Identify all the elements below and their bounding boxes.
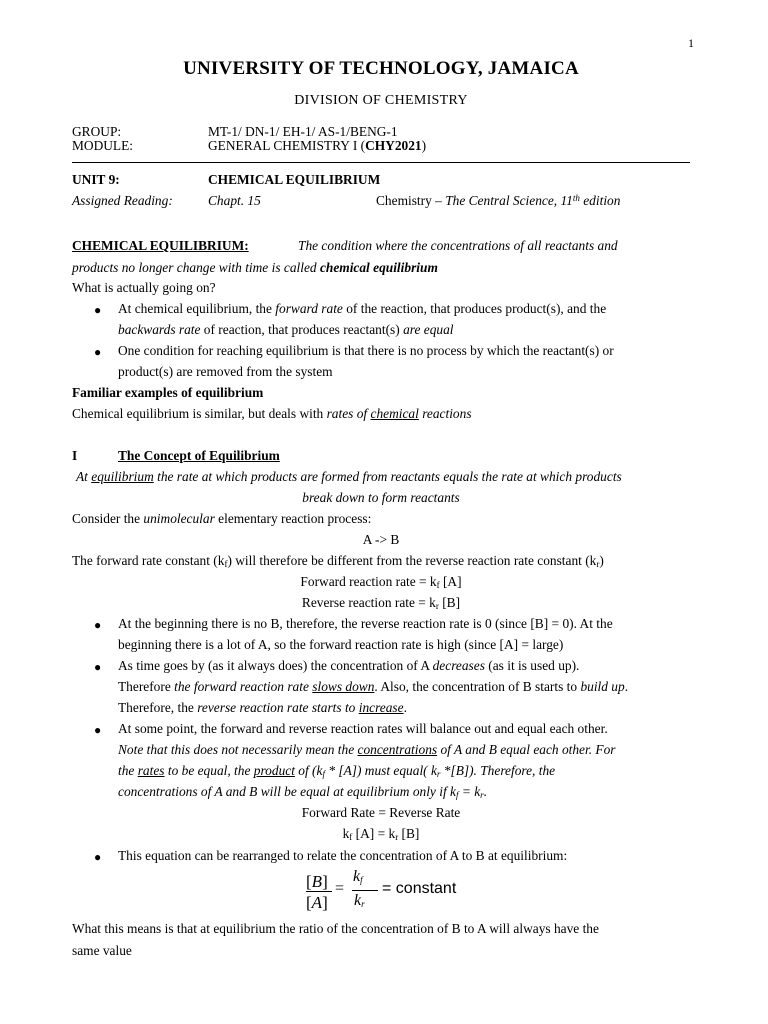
section-numeral: I (72, 448, 78, 463)
definition-line-2: products no longer change with time is called chemical equilibrium (72, 260, 438, 275)
k-equality: $k_f$ $[A] = k_r$ [B] (342, 826, 420, 842)
module-code: CHY2021 (365, 138, 422, 153)
equilibrium-fraction (306, 868, 466, 916)
unit-title: CHEMICAL EQUILIBRIUM (208, 172, 381, 187)
definition-line-1 (72, 238, 249, 254)
frac-bar-left (306, 891, 332, 892)
point-3-line-4: concentrations of A and B will be equal at equilibrium only if $k_f = k_r$. (118, 784, 488, 800)
frac-constant: = constant (382, 880, 457, 897)
point-3-line-2: Note that this does not necessarily mean the concentrations of A and B equal each other. For (118, 742, 616, 757)
unit-label: UNIT 9: (72, 172, 120, 187)
forward-rate-equation: Forward reaction rate = $k_f$ [A] (300, 574, 462, 590)
frac-kr: $k_r$ (354, 892, 365, 909)
frac-numerator: [B] (306, 872, 328, 891)
reverse-rate-equation: Reverse reaction rate = $k_r$ [B] (301, 595, 461, 611)
equilibrium-line-2: break down to form reactants (302, 490, 460, 505)
bullet-2-line-1: One condition for reaching equilibrium is that there is no process by which the reactant(s) or (118, 343, 614, 358)
bullet-icon: ● (94, 850, 102, 864)
division-title: DIVISION OF CHEMISTRY (294, 93, 468, 108)
bullet-icon: ● (94, 660, 102, 674)
group-value: MT-1/ DN-1/ EH-1/ AS-1/BENG-1 (208, 124, 398, 139)
similar-line: Chemical equilibrium is similar, but deals with rates of chemical reactions (72, 406, 472, 421)
definition-term: CHEMICAL EQUILIBRIUM: (72, 238, 249, 253)
group-label: GROUP: (72, 124, 122, 139)
point-3-line-1: At some point, the forward and reverse reaction rates will balance out and equal each other. (118, 721, 608, 736)
point-2-line-3: Therefore, the reverse reaction rate starts to increase. (118, 700, 407, 715)
meaning-line-1: What this means is that at equilibrium the ratio of the concentration of B to A will always have the (72, 921, 599, 936)
definition-text: The condition where the concentrations of all reactants and (298, 238, 618, 253)
bullet-2-line-2: product(s) are removed from the system (118, 364, 333, 379)
rate-constant-line: The forward rate constant $(k_f)$ will therefore be different from the reverse reaction rate constant $(k_r)$ (72, 553, 604, 569)
reading-label: Assigned Reading: (72, 193, 173, 208)
bullet-1-line-2: backwards rate of reaction, that produces reactant(s) are equal (118, 322, 454, 337)
equilibrium-line-1: At equilibrium the rate at which products are formed from reactants equals the rate at which products (76, 469, 622, 484)
question-line: What is actually going on? (72, 280, 216, 295)
bullet-icon: ● (94, 618, 102, 632)
frac-kf: $k_f$ (353, 868, 363, 885)
module-value: GENERAL CHEMISTRY I (CHY2021) (208, 138, 427, 153)
university-title: UNIVERSITY OF TECHNOLOGY, JAMAICA (183, 58, 579, 79)
header-divider (72, 162, 690, 163)
meaning-line-2: same value (72, 943, 132, 958)
point-2-line-2: Therefore the forward reaction rate slows down. Also, the concentration of B starts to build up. (118, 679, 629, 694)
frac-denominator: [A] (306, 893, 328, 912)
reading-chapter: Chapt. 15 (208, 193, 261, 208)
consider-line: Consider the unimolecular elementary reaction process: (72, 511, 372, 526)
page-number: 1 (688, 36, 694, 50)
rate-equality: Forward Rate = Reverse Rate (301, 805, 461, 820)
bullet-icon: ● (94, 723, 102, 737)
point-1-line-2: beginning there is a lot of A, so the forward reaction rate is high (since [A] = large) (118, 637, 564, 652)
bullet-icon: ● (94, 303, 102, 317)
section-heading: The Concept of Equilibrium (118, 448, 280, 463)
frac-equals: = (335, 880, 345, 897)
bullet-1-line-1: At chemical equilibrium, the forward rate of the reaction, that produces product(s), and the (118, 301, 607, 316)
frac-bar-right (352, 890, 378, 891)
point-1-line-1: At the beginning there is no B, therefore, the reverse reaction rate is 0 (since [B] = 0). At the (118, 616, 613, 631)
point-4-line: This equation can be rearranged to relate the concentration of A to B at equilibrium: (118, 848, 568, 863)
point-2-line-1: As time goes by (as it always does) the concentration of A decreases (as it is used up). (118, 658, 580, 673)
reading-book: Chemistry – The Central Science, 11th edition (376, 193, 621, 208)
bullet-icon: ● (94, 345, 102, 359)
reaction-equation: A -> B (362, 532, 400, 547)
point-3-line-3: the rates to be equal, the product of $(k_f * [A])$ must equal( $k_r$ *[B]). Therefore, the (118, 763, 556, 779)
familiar-heading: Familiar examples of equilibrium (72, 385, 264, 400)
module-label: MODULE: (72, 138, 133, 153)
